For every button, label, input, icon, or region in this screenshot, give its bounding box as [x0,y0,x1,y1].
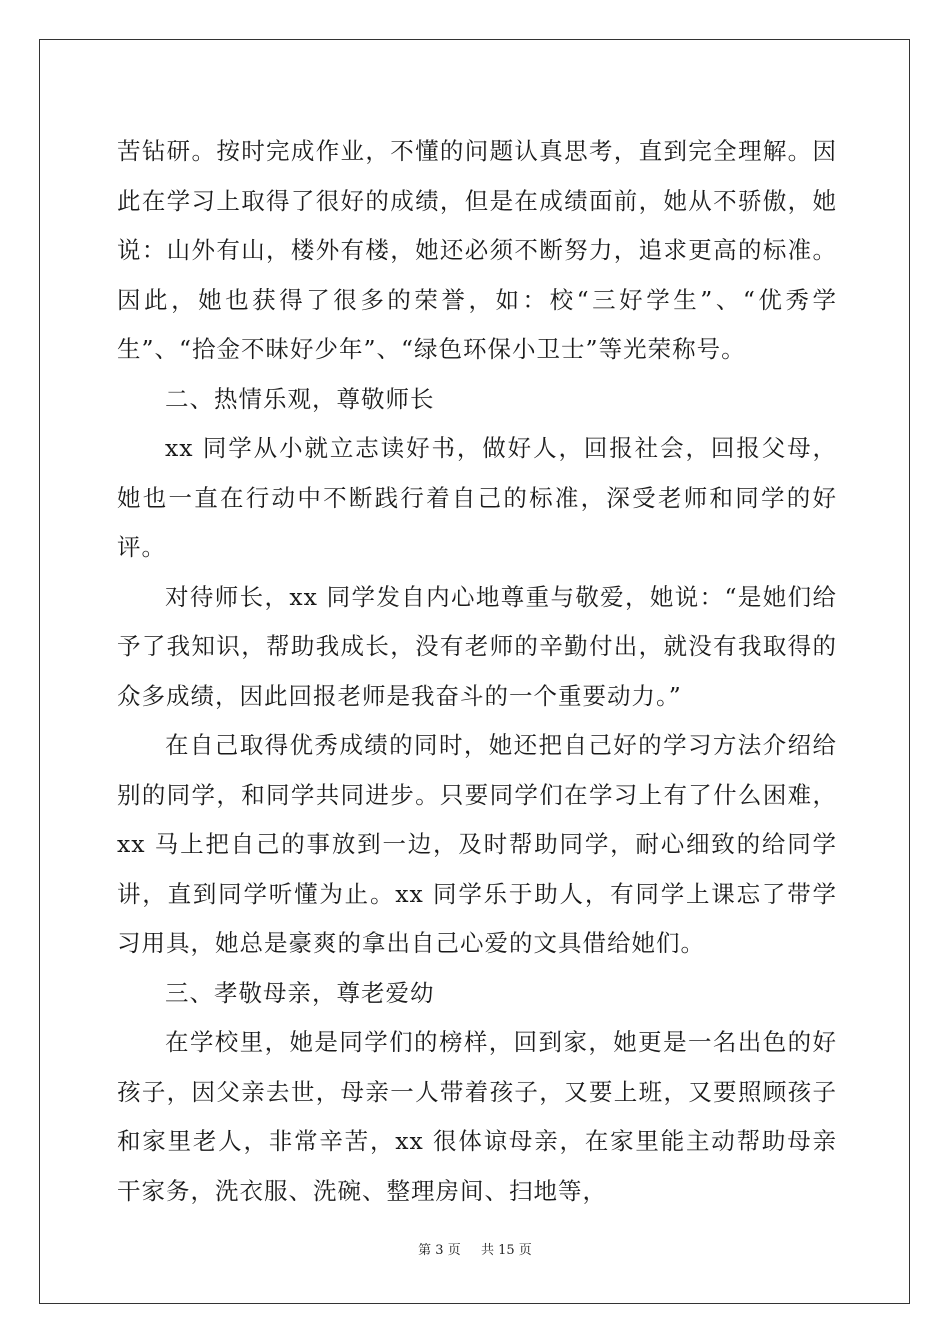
paragraph: xx 同学从小就立志读好书，做好人，回报社会，回报父母，她也一直在行动中不断践行着自己的标准，深受老师和同学的好评。 [117,434,837,561]
section-heading: 三、孝敬母亲，尊老爱幼 [165,978,435,1007]
paragraph: 对待师长，xx 同学发自内心地尊重与敬爱，她说：“是她们给予了我知识，帮助我成长，没有老师的辛勤付出，就没有我取得的众多成绩，因此回报老师是我奋斗的一个重要动力。” [117,582,837,710]
page-total: 共 15 页 [481,1243,532,1258]
paragraph: 在学校里，她是同学们的榜样，回到家，她更是一名出色的好孩子，因父亲去世，母亲一人带着孩子，又要上班，又要照顾孩子和家里老人，非常辛苦，xx 很体谅母亲，在家里能主动帮助母亲干家务，洗衣服、洗碗、整理房间、扫地等， [117,1028,837,1205]
paragraph: 在自己取得优秀成绩的同时，她还把自己好的学习方法介绍给别的同学，和同学共同进步。只要同学们在学习上有了什么困难，xx 马上把自己的事放到一边，及时帮助同学，耐心细致的给同学讲，直到同学听懂为止。xx 同学乐于助人，有同学上课忘了带学习用具，她总是豪爽的拿出自己心爱的文具借给她们。 [117,731,837,957]
page-number: 第 3 页 [418,1243,461,1258]
paragraph: 苦钻研。按时完成作业，不懂的问题认真思考，直到完全理解。因此在学习上取得了很好的成绩，但是在成绩面前，她从不骄傲，她说：山外有山，楼外有楼，她还必须不断努力，追求更高的标准。因此，她也获得了很多的荣誉，如：校“三好学生”、“优秀学生”、“拾金不昧好少年”、“绿色环保小卫士”等光荣称号。 [117,137,837,363]
document-body [117,127,837,1216]
section-heading: 二、热情乐观，尊敬师长 [165,384,435,413]
page-footer [0,1242,950,1260]
